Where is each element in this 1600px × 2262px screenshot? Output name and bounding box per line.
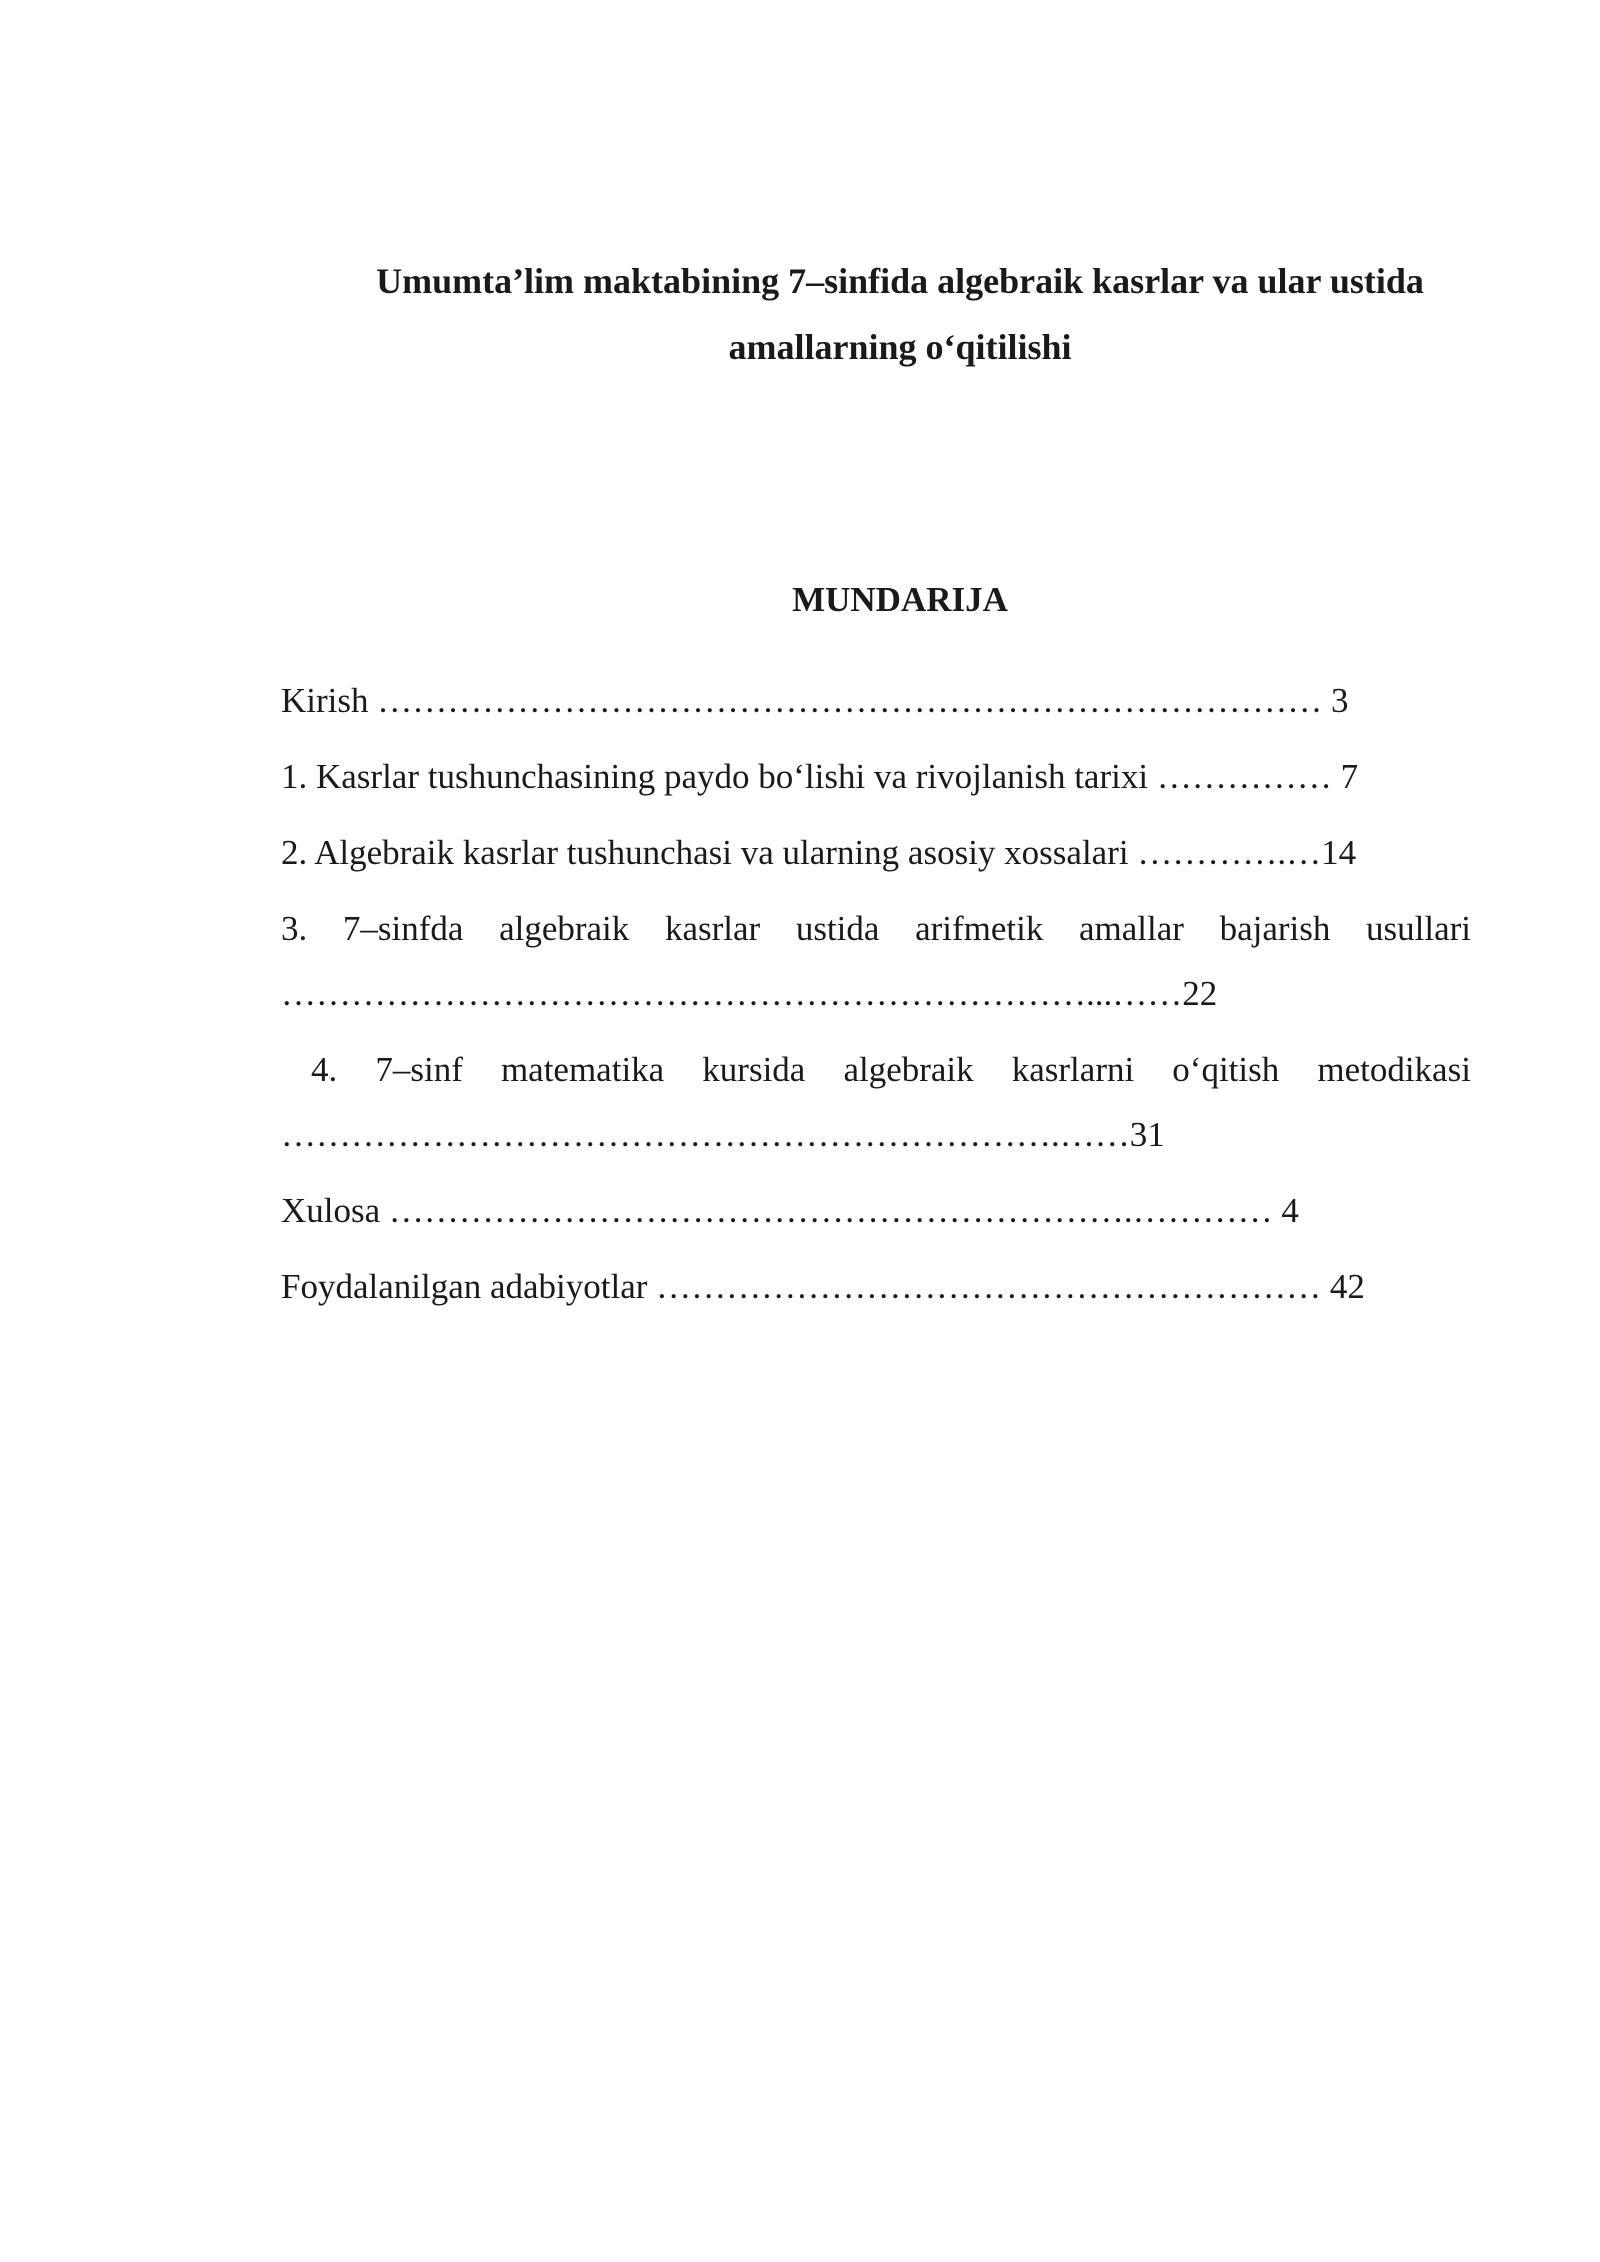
toc-word: algebraik — [499, 909, 630, 948]
toc-entry-xulosa[interactable]: Xulosa ……………………………………………………….………… 4 — [281, 1191, 1299, 1230]
toc-word: o‘qitish — [1172, 1050, 1280, 1089]
toc-word: 7–sinf — [375, 1050, 463, 1089]
toc-word: kasrlar — [664, 909, 761, 948]
toc-entry-kirish[interactable]: Kirish ……………………………………………………………………… 3 — [281, 681, 1349, 720]
toc-entry-adabiyotlar[interactable]: Foydalanilgan adabiyotlar ………………………………………………… 42 — [281, 1267, 1365, 1306]
toc-entry-chapter-3-line-2: ……………………………………………………………...……22 — [281, 974, 1218, 1013]
toc-entry-chapter-2[interactable]: 2. Algebraik kasrlar tushunchasi va ularning asosiy xossalari ………….…14 — [281, 833, 1357, 872]
toc-heading-wrap — [0, 580, 1600, 620]
toc-word: amallar — [1078, 909, 1184, 948]
toc-word: kursida — [702, 1050, 806, 1089]
toc-word: arifmetik — [915, 909, 1044, 948]
toc-entry-chapter-4-line-1 — [311, 1049, 1471, 1091]
document-title — [330, 248, 1470, 380]
toc-entry-chapter-1[interactable]: 1. Kasrlar tushunchasining paydo bo‘lishi va rivojlanish tarixi …………… 7 — [281, 757, 1359, 796]
toc-word: 7–sinfda — [342, 909, 464, 948]
toc-word: bajarish — [1219, 909, 1331, 948]
toc-word: metodikasi — [1317, 1050, 1471, 1089]
toc-word: algebraik — [843, 1050, 974, 1089]
toc-word: matematika — [500, 1050, 665, 1089]
toc-word: usullari — [1366, 909, 1471, 948]
document-title-line-2: amallarning o‘qitilishi — [728, 327, 1072, 367]
toc-word: kasrlarni — [1011, 1050, 1135, 1089]
toc-heading: MUNDARIJA — [792, 580, 1008, 619]
toc-word: 3. — [281, 909, 308, 948]
toc-entry-chapter-4-line-2: ………………………………………………………….……31 — [281, 1115, 1165, 1154]
toc-word: 4. — [311, 1050, 338, 1089]
document-title-line-1: Umumta’lim maktabining 7–sinfida algebraik kasrlar va ular ustida — [376, 261, 1424, 301]
toc-entry-chapter-3-line-1 — [281, 908, 1471, 950]
toc-word: ustida — [795, 909, 880, 948]
